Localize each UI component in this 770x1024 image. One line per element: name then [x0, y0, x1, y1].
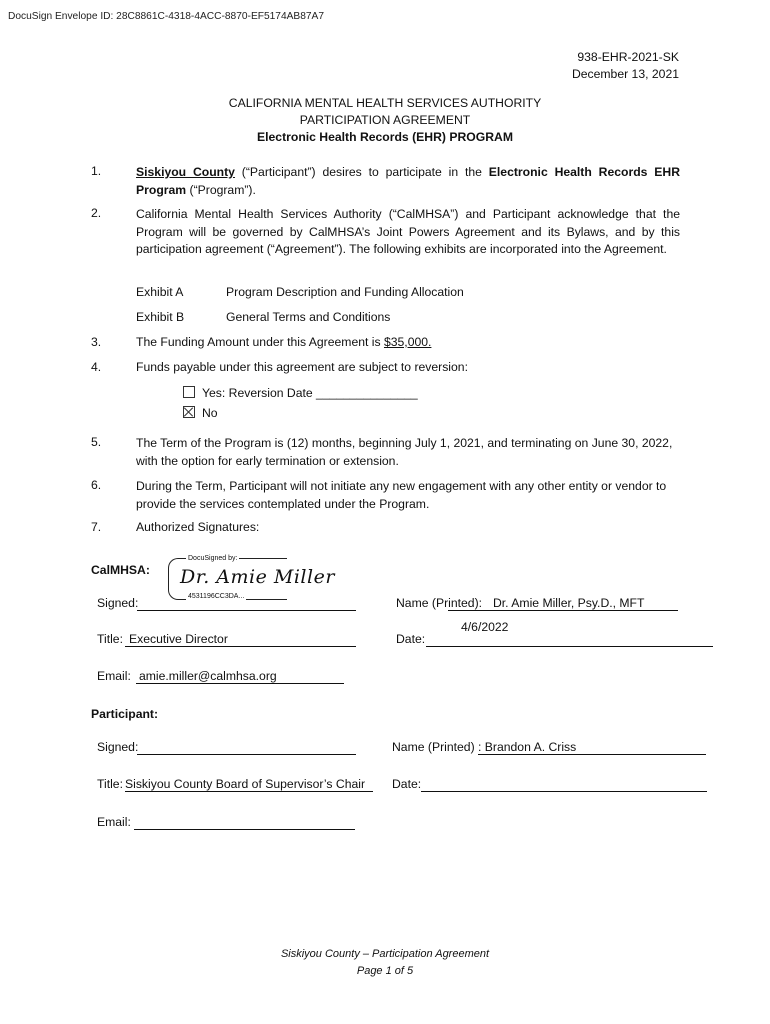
checkbox-checked-icon[interactable]: [183, 406, 195, 418]
calmhsa-date-line[interactable]: [426, 646, 713, 647]
reversion-yes-label: Yes: Reversion Date _______________: [202, 386, 418, 400]
calmhsa-email-label: Email:: [97, 669, 131, 683]
item-1-text: [136, 164, 680, 199]
item-number: 2.: [91, 206, 102, 220]
checkbox-empty-icon[interactable]: [183, 386, 195, 398]
participant-name-line[interactable]: [478, 754, 706, 755]
calmhsa-email-line[interactable]: [136, 683, 344, 684]
exhibit-a-label: Exhibit A: [136, 285, 184, 299]
calmhsa-date-label: Date:: [396, 632, 426, 646]
participant-name-label: Name (Printed): [392, 740, 475, 754]
signature-id: 4531196CC3DA...: [188, 593, 245, 600]
title-line-3: Electronic Health Records (EHR) PROGRAM: [257, 130, 513, 144]
exhibit-b-text: General Terms and Conditions: [226, 310, 391, 324]
item-number: 7.: [91, 520, 102, 534]
calmhsa-heading: CalMHSA:: [91, 563, 150, 577]
participant-title-line[interactable]: [125, 791, 373, 792]
page-number: Page 1 of 5: [356, 965, 414, 977]
calmhsa-title-value: Executive Director: [129, 632, 228, 646]
reversion-no-label: No: [202, 406, 218, 420]
document-reference: [572, 49, 679, 83]
calmhsa-signature: Dr. Amie Miller: [180, 566, 335, 588]
item-7-text: Authorized Signatures:: [136, 520, 260, 534]
participant-date-line[interactable]: [421, 791, 707, 792]
item-5-text: The Term of the Program is (12) months, beginning July 1, 2021, and terminating on June 30, 2022, with the option for early termination or extension.: [136, 436, 673, 468]
participant-name-value: : Brandon A. Criss: [478, 740, 577, 754]
participant-title-value: Siskiyou County Board of Supervisor’s Chair: [125, 777, 366, 791]
funding-amount: $35,000.: [383, 335, 432, 349]
calmhsa-name-line[interactable]: [448, 610, 678, 611]
calmhsa-signed-line[interactable]: [137, 610, 356, 611]
doc-ref-number: 938-EHR-2021-SK: [577, 50, 679, 64]
calmhsa-name-label: Name (Printed):: [396, 596, 483, 610]
docusigned-by-label: DocuSigned by:: [188, 555, 238, 562]
exhibit-a-text: Program Description and Funding Allocation: [226, 285, 464, 299]
item-number: 3.: [91, 335, 102, 349]
calmhsa-signed-label: Signed:: [97, 596, 139, 610]
participant-name: Siskiyou County: [136, 165, 235, 179]
page-footer: [0, 946, 770, 980]
item-3-label: The Funding Amount under this Agreement is: [136, 335, 384, 349]
participant-title-label: Title:: [97, 777, 123, 791]
document-title: [0, 95, 770, 146]
participant-heading: Participant:: [91, 707, 159, 721]
calmhsa-date-value: 4/6/2022: [461, 620, 509, 634]
footer-title: Siskiyou County – Participation Agreement: [280, 948, 490, 960]
item-3-text: [136, 335, 431, 349]
participant-signed-label: Signed:: [97, 740, 139, 754]
item-number: 1.: [91, 164, 102, 178]
exhibit-b-label: Exhibit B: [136, 310, 185, 324]
calmhsa-name-value: Dr. Amie Miller, Psy.D., MFT: [493, 596, 645, 610]
item-number: 4.: [91, 360, 102, 374]
item-number: 5.: [91, 435, 102, 449]
item-6-text: During the Term, Participant will not initiate any new engagement with any other entity or vendor to provide the services contemplated under the Program.: [136, 479, 667, 511]
item-number: 6.: [91, 478, 102, 492]
calmhsa-email-value: amie.miller@calmhsa.org: [139, 669, 277, 683]
doc-date: December 13, 2021: [571, 67, 679, 81]
item-4-text: Funds payable under this agreement are subject to reversion:: [136, 360, 468, 374]
calmhsa-title-line[interactable]: [125, 646, 356, 647]
program-name: Electronic Health Records EHR Program: [136, 165, 680, 197]
participant-date-label: Date:: [392, 777, 422, 791]
title-line-2: PARTICIPATION AGREEMENT: [299, 113, 471, 127]
reversion-no-option[interactable]: [183, 406, 218, 420]
reversion-yes-option[interactable]: [183, 386, 418, 400]
participant-email-line[interactable]: [134, 829, 355, 830]
item-1-text-a: (“Participant”) desires to participate in the: [234, 165, 489, 179]
participant-signed-line[interactable]: [137, 754, 356, 755]
calmhsa-title-label: Title:: [97, 632, 123, 646]
item-1-text-b: (“Program”).: [186, 182, 256, 197]
envelope-id: DocuSign Envelope ID: 28C8861C-4318-4ACC-8870-EF5174AB87A7: [8, 11, 325, 22]
participant-email-label: Email:: [97, 815, 131, 829]
item-2-text: California Mental Health Services Authority (“CalMHSA”) and Participant acknowledge that the Program will be governed by CalMHSA’s Joint Powers Agreement and its Bylaws, and by this participation agreement (“Agreement”). The following exhibits are incorporated into the Agreement.: [136, 207, 680, 256]
title-line-1: CALIFORNIA MENTAL HEALTH SERVICES AUTHORITY: [228, 96, 542, 110]
